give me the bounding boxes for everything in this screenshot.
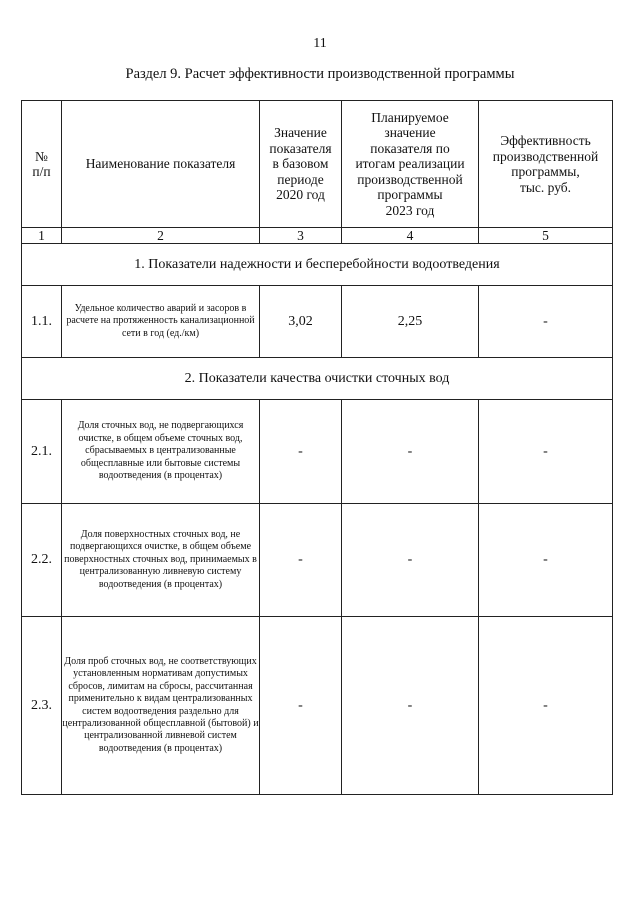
efficiency-table	[21, 100, 613, 795]
header-efficiency-text: Эффективность производственной программы, тыс. руб.	[492, 133, 599, 195]
efficiency-value: -	[479, 286, 613, 358]
indicator-name: Доля проб сточных вод, не соответствующих установленным нормативам допустимых сбросов, лимитам на сбросы, рассчитанная применительно к видам централизованных систем водоотведения раздельно для централизованной общесплавной (бытовой) и централизованной ливневой систем водоотведения (в процентах)	[62, 617, 260, 795]
planned-value: 2,25	[342, 286, 479, 358]
indicator-name: Доля сточных вод, не подвергающихся очистке, в общем объеме сточных вод, сбрасываемых в централизованные общесплавные или бытовые системы водоотведения (в процентах)	[62, 400, 260, 504]
header-name	[62, 101, 260, 228]
base-value: 3,02	[260, 286, 342, 358]
column-number: 5	[479, 228, 613, 244]
efficiency-value: -	[479, 617, 613, 795]
header-row	[22, 101, 613, 228]
header-number	[22, 101, 62, 228]
column-number: 4	[342, 228, 479, 244]
planned-value: -	[342, 504, 479, 617]
efficiency-value: -	[479, 504, 613, 617]
header-base-value-text: Значение показателя в базовом периоде 2020 год	[269, 125, 332, 203]
section-title-quality: 2. Показатели качества очистки сточных вод	[22, 358, 613, 400]
table-row	[22, 286, 613, 358]
efficiency-value: -	[479, 400, 613, 504]
header-number-text: № п/п	[32, 148, 51, 179]
row-number: 2.3.	[22, 617, 62, 795]
header-planned-value	[342, 101, 479, 228]
header-base-value	[260, 101, 342, 228]
section-row	[22, 244, 613, 286]
section-row	[22, 358, 613, 400]
planned-value: -	[342, 400, 479, 504]
column-number: 3	[260, 228, 342, 244]
indicator-name: Удельное количество аварий и засоров в расчете на протяженность канализационной сети в год (ед./км)	[62, 286, 260, 358]
row-number: 2.1.	[22, 400, 62, 504]
header-name-text: Наименование показателя	[85, 156, 236, 172]
page-number: 11	[313, 36, 327, 51]
base-value: -	[260, 400, 342, 504]
column-number: 1	[22, 228, 62, 244]
indicator-name: Доля поверхностных сточных вод, не подвергающихся очистке, в общем объеме поверхностных сточных вод, принимаемых в централизованную ливневую систему водоотведения (в процентах)	[62, 504, 260, 617]
header-planned-value-text: Планируемое значение показателя по итогам реализации производственной программы 2023 год	[355, 109, 465, 218]
column-number-row	[22, 228, 613, 244]
column-number: 2	[62, 228, 260, 244]
base-value: -	[260, 617, 342, 795]
table-row	[22, 617, 613, 795]
table-row	[22, 400, 613, 504]
row-number: 1.1.	[22, 286, 62, 358]
planned-value: -	[342, 617, 479, 795]
section-title-reliability: 1. Показатели надежности и бесперебойности водоотведения	[22, 244, 613, 286]
header-efficiency	[479, 101, 613, 228]
row-number: 2.2.	[22, 504, 62, 617]
section-title: Раздел 9. Расчет эффективности производственной программы	[125, 66, 515, 82]
table-row	[22, 504, 613, 617]
base-value: -	[260, 504, 342, 617]
